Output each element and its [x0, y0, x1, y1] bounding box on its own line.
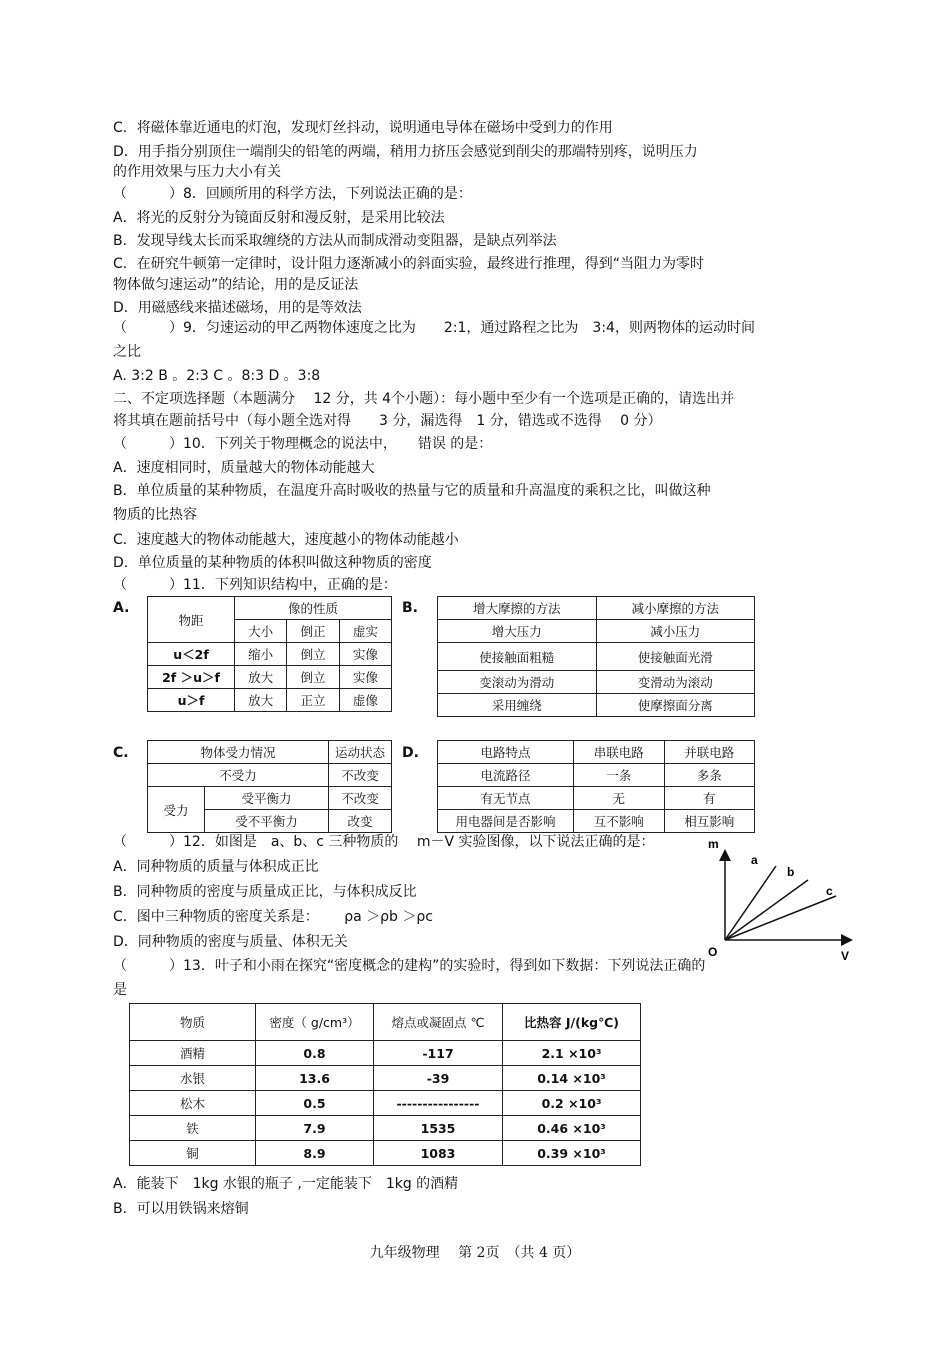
text-line: C．图中三种物质的密度关系是： ρa ＞ρb ＞ρc: [113, 909, 433, 925]
table-cell: 受力: [148, 787, 205, 833]
text-line: B．同种物质的密度与质量成正比，与体积成反比: [113, 884, 417, 900]
table-cell: 放大: [235, 666, 287, 689]
table-header: 物质: [130, 1004, 256, 1041]
table-header: 物距: [148, 597, 235, 643]
table-header: 运动状态: [329, 741, 392, 764]
table-cell: 酒精: [130, 1041, 256, 1066]
table-cell: 2f ＞u＞f: [148, 666, 235, 689]
table-cell: 0.14 ×10³: [503, 1066, 641, 1091]
table-cell: 用电器间是否影响: [438, 810, 574, 833]
text-line: B．单位质量的某种物质，在温度升高时吸收的热量与它的质量和升高温度的乘积之比，叫做这种: [113, 483, 711, 499]
table-header: 减小摩擦的方法: [596, 597, 755, 620]
text-line: 物质的比热容: [113, 507, 197, 523]
table-cell: 受平衡力: [205, 787, 329, 810]
table-header: 熔点或凝固点 ℃: [374, 1004, 503, 1041]
table-cell: -39: [374, 1066, 503, 1091]
table-cell: 电流路径: [438, 764, 574, 787]
table-row: [130, 1091, 641, 1116]
table-row: [130, 1116, 641, 1141]
table-cell: 变滑动为滚动: [596, 671, 755, 694]
question-11: （ ）11．下列知识结构中，正确的是：: [113, 577, 397, 593]
table-header: 物体受力情况: [148, 741, 329, 764]
table-row: [130, 1141, 641, 1166]
text-line: 是: [113, 982, 127, 998]
line-c: [725, 896, 836, 940]
table-header: 并联电路: [664, 741, 755, 764]
text-line: 的作用效果与压力大小有关: [113, 164, 281, 180]
table-row: [438, 787, 755, 810]
table-cell: 一条: [574, 764, 665, 787]
section-2-heading: 二、不定项选择题（本题满分 12 分，共 4个小题）：每小题中至少有一个选项是正确的，请选出并: [113, 391, 735, 407]
text-line: B．发现导线太长而采取缠绕的方法从而制成滑动变阻器，是缺点列举法: [113, 233, 557, 249]
q13-option-b: B．可以用铁锅来熔铜: [113, 1201, 249, 1217]
table-cell: 不改变: [329, 764, 392, 787]
option-b-label: B.: [402, 600, 418, 616]
q13-option-a: A．能装下 1kg 水银的瓶子 ,一定能装下 1kg 的酒精: [113, 1176, 459, 1192]
table-cell: 使接触面粗糙: [438, 643, 597, 671]
table-cell: 13.6: [256, 1066, 374, 1091]
series-b-label: b: [787, 865, 795, 879]
line-b: [725, 880, 808, 940]
text-line: A．将光的反射分为镜面反射和漫反射，是采用比较法: [113, 210, 445, 226]
page-footer: 九年级物理 第 2页 （共 4 页）: [369, 1245, 581, 1261]
table-material-data: [129, 1003, 641, 1166]
text-line: C．在研究牛顿第一定律时，设计阻力逐渐减小的斜面实验，最终进行推理，得到“当阻力为零时: [113, 256, 705, 272]
table-cell: 增大压力: [438, 620, 597, 643]
text-line: D．用手指分别顶住一端削尖的铅笔的两端，稍用力挤压会感觉到削尖的那端特别疼，说明压力: [113, 144, 698, 160]
table-cell: u＜2f: [148, 643, 235, 666]
m-axis-label: m: [708, 837, 719, 851]
table-header: 密度（ g/cm³）: [256, 1004, 374, 1041]
table-cell: 有无节点: [438, 787, 574, 810]
text-line: A．同种物质的质量与体积成正比: [113, 859, 319, 875]
table-row: [130, 1041, 641, 1066]
table-header: 电路特点: [438, 741, 574, 764]
option-a-label: A.: [113, 600, 130, 616]
table-cell: 0.8: [256, 1041, 374, 1066]
table-cell: ----------------: [374, 1091, 503, 1116]
table-cell: 铁: [130, 1116, 256, 1141]
table-row: [130, 1066, 641, 1091]
table-row: [438, 810, 755, 833]
table-cell: 无: [574, 787, 665, 810]
table-cell: u＞f: [148, 689, 235, 712]
table-cell: 受不平衡力: [205, 810, 329, 833]
table-header: 比热容 J/(kg℃): [503, 1004, 641, 1041]
text-line: 之比: [113, 344, 141, 360]
table-row: [148, 643, 392, 666]
table-cell: 7.9: [256, 1116, 374, 1141]
table-cell: 松木: [130, 1091, 256, 1116]
table-cell: 倒立: [287, 643, 339, 666]
table-cell: 虚像: [339, 689, 391, 712]
table-header: 串联电路: [574, 741, 665, 764]
text-line: D．同种物质的密度与质量、体积无关: [113, 934, 348, 950]
table-cell: 改变: [329, 810, 392, 833]
table-cell: 0.39 ×10³: [503, 1141, 641, 1166]
table-cell: 实像: [339, 666, 391, 689]
text-line: A．速度相同时，质量越大的物体动能越大: [113, 460, 375, 476]
table-cell: 使摩擦面分离: [596, 694, 755, 717]
table-cell: 铜: [130, 1141, 256, 1166]
table-cell: 倒立: [287, 666, 339, 689]
table-row: [148, 764, 392, 787]
table-cell: 采用缠绕: [438, 694, 597, 717]
table-cell: 变滚动为滑动: [438, 671, 597, 694]
table-cell: 多条: [664, 764, 755, 787]
table-friction: [437, 596, 755, 717]
table-cell: 放大: [235, 689, 287, 712]
text-line: 将其填在题前括号中（每小题全选对得 3 分，漏选得 1 分，错选或不选得 0 分）: [113, 413, 662, 429]
table-cell: 1083: [374, 1141, 503, 1166]
table-cell: 减小压力: [596, 620, 755, 643]
table-row: [438, 671, 755, 694]
table-cell: 8.9: [256, 1141, 374, 1166]
table-cell: 有: [664, 787, 755, 810]
question-8: （ ）8．回顾所用的科学方法，下列说法正确的是：: [113, 186, 472, 202]
table-cell: 不改变: [329, 787, 392, 810]
table-circuits: [437, 740, 755, 833]
table-header: 倒正: [287, 620, 339, 643]
table-cell: 缩小: [235, 643, 287, 666]
table-cell: 实像: [339, 643, 391, 666]
table-cell: 1535: [374, 1116, 503, 1141]
table-row: [438, 694, 755, 717]
table-header: 虚实: [339, 620, 391, 643]
table-cell: 不受力: [148, 764, 329, 787]
table-force-motion: [147, 740, 392, 833]
table-header: 像的性质: [235, 597, 392, 620]
series-c-label: c: [826, 884, 833, 898]
table-cell: 水银: [130, 1066, 256, 1091]
v-axis-label: V: [841, 949, 850, 963]
table-header: 大小: [235, 620, 287, 643]
table-cell: 相互影响: [664, 810, 755, 833]
question-12: （ ）12．如图是 a、b、c 三种物质的 m－V 实验图像，以下说法正确的是：: [113, 834, 655, 850]
text-line: D．单位质量的某种物质的体积叫做这种物质的密度: [113, 555, 432, 571]
table-cell: -117: [374, 1041, 503, 1066]
table-row: [438, 620, 755, 643]
origin-label: O: [708, 945, 718, 959]
table-cell: 2.1 ×10³: [503, 1041, 641, 1066]
table-cell: 互不影响: [574, 810, 665, 833]
table-cell: 0.46 ×10³: [503, 1116, 641, 1141]
line-a: [725, 866, 776, 940]
text-line: D．用磁感线来描述磁场，用的是等效法: [113, 300, 362, 316]
table-cell: 正立: [287, 689, 339, 712]
table-header: 增大摩擦的方法: [438, 597, 597, 620]
q9-options: A. 3:2 B 。2:3 C 。8:3 D 。3:8: [113, 368, 321, 384]
series-a-label: a: [751, 853, 758, 867]
table-cell: 0.2 ×10³: [503, 1091, 641, 1116]
question-9: （ ）9．匀速运动的甲乙两物体速度之比为 2:1，通过路程之比为 3:4，则两物体的运动时间: [113, 320, 755, 336]
table-row: [148, 666, 392, 689]
table-lens-imaging: [147, 596, 392, 712]
text-line: C．将磁体靠近通电的灯泡，发现灯丝抖动，说明通电导体在磁场中受到力的作用: [113, 120, 613, 136]
option-c-label: C.: [113, 745, 129, 761]
text-line: 物体做匀速运动”的结论，用的是反证法: [113, 277, 359, 293]
question-10: （ ）10．下列关于物理概念的说法中， 错误 的是：: [113, 436, 493, 452]
table-row: [148, 787, 392, 810]
table-row: [438, 643, 755, 671]
table-cell: 使接触面光滑: [596, 643, 755, 671]
question-13: （ ）13．叶子和小雨在探究“密度概念的建构”的实验时，得到如下数据：下列说法正确的: [113, 958, 706, 974]
table-cell: 0.5: [256, 1091, 374, 1116]
table-row: [148, 689, 392, 712]
table-row: [438, 764, 755, 787]
mass-volume-graph: [700, 832, 860, 964]
text-line: C．速度越大的物体动能越大，速度越小的物体动能越小: [113, 532, 459, 548]
option-d-label: D.: [402, 745, 419, 761]
